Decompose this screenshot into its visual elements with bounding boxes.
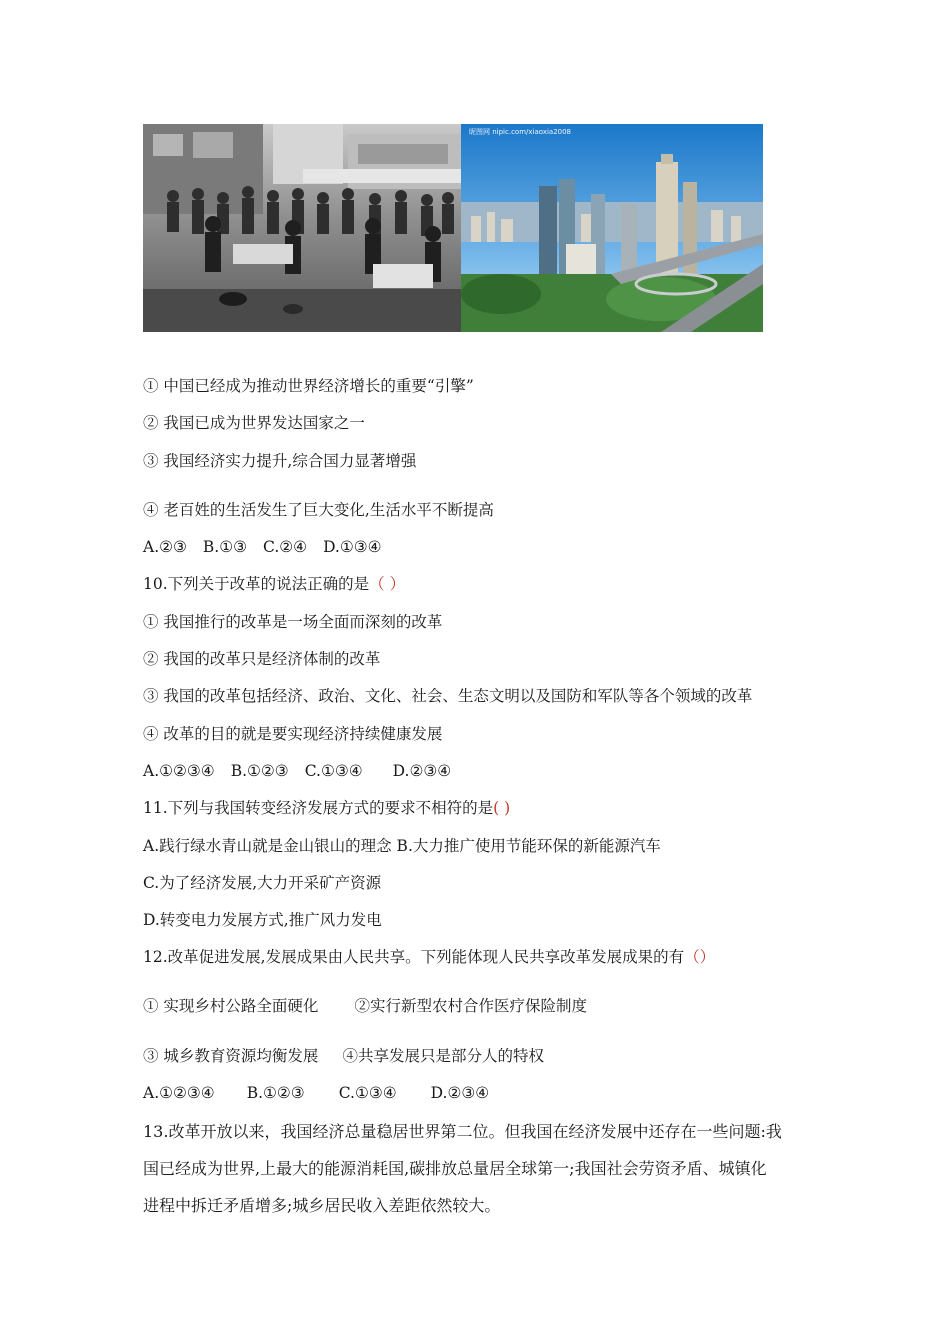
q10-option-3: ③ 我国的改革包括经济、政治、文化、社会、生态文明以及国防和军队等各个领域的改革: [143, 687, 753, 705]
q10-choice-d: D.②③④: [392, 762, 452, 780]
q12-stem-text: 12.改革促进发展,发展成果由人民共享。下列能体现人民共享改革发展成果的有: [143, 948, 685, 966]
q10-option-1: ① 我国推行的改革是一场全面而深刻的改革: [143, 613, 443, 631]
q9-option-4: ④ 老百姓的生活发生了巨大变化,生活水平不断提高: [143, 501, 494, 519]
q9-option-3: ③ 我国经济实力提升,综合国力显著增强: [143, 452, 417, 470]
q11-stem-text: 11.下列与我国转变经济发展方式的要求不相符的是: [143, 799, 494, 817]
q12-option-3: ③ 城乡教育资源均衡发展: [143, 1047, 319, 1065]
q9-choice-c: C.②④: [263, 538, 308, 556]
q12-option-4: ④共享发展只是部分人的特权: [342, 1047, 544, 1065]
q9-choice-d: D.①③④: [323, 538, 382, 556]
q12-choices: [143, 1083, 489, 1103]
q12-option-1: ① 实现乡村公路全面硬化: [143, 997, 319, 1015]
q11-option-ab: A.践行绿水青山就是金山银山的理念 B.大力推广使用节能环保的新能源汽车: [143, 837, 661, 855]
q13-line-3: 进程中拆迁矛盾增多;城乡居民收入差距依然较大。: [143, 1196, 501, 1215]
q12-choice-d: D.②③④: [430, 1084, 490, 1102]
q10-choices: [143, 761, 451, 781]
q9-choice-a: A.②③: [143, 538, 187, 556]
q9-option-1: ① 中国已经成为推动世界经济增长的重要“引擎”: [143, 377, 474, 395]
q9-option-2: ② 我国已成为世界发达国家之一: [143, 414, 365, 432]
photo-watermark: 昵图网 nipic.com/xiaoxia2008: [469, 128, 572, 136]
q12-choice-c: C.①③④: [338, 1084, 397, 1102]
q12-answer-paren: （）: [684, 948, 716, 966]
q10-stem-text: 10.下列关于改革的说法正确的是: [143, 575, 370, 593]
q12-choice-b: B.①②③: [246, 1084, 305, 1102]
q9-choices: [143, 537, 382, 557]
q11-answer-paren: ( ): [493, 799, 511, 817]
q10-option-2: ② 我国的改革只是经济体制的改革: [143, 650, 381, 668]
comparison-photos: [143, 124, 763, 332]
q10-stem: [143, 574, 405, 594]
q9-choice-b: B.①③: [202, 538, 248, 556]
q10-choice-a: A.①②③④: [143, 762, 215, 780]
q12-choice-a: A.①②③④: [143, 1084, 215, 1102]
q13-line-1: 13.改革开放以来，我国经济总量稳居世界第二位。但我国在经济发展中还存在一些问题:我: [143, 1122, 782, 1141]
q10-choice-b: B.①②③: [230, 762, 289, 780]
q11-option-d: D.转变电力发展方式,推广风力发电: [143, 911, 382, 929]
q10-answer-paren: （ ）: [369, 575, 406, 593]
q12-options-row-2: [143, 1046, 544, 1066]
q10-option-4: ④ 改革的目的就是要实现经济持续健康发展: [143, 725, 443, 743]
q11-option-c: C.为了经济发展,大力开采矿产资源: [143, 874, 382, 892]
q13-line-2: 国已经成为世界,上最大的能源消耗国,碳排放总量居全球第一;我国社会劳资矛盾、城镇化: [143, 1159, 767, 1178]
q10-choice-c: C.①③④: [304, 762, 363, 780]
q12-stem: [143, 947, 715, 967]
modern-city-skyline-photo: [461, 124, 763, 332]
q12-option-2: ②实行新型农村合作医疗保险制度: [354, 997, 587, 1015]
q11-stem: [143, 798, 510, 818]
old-street-market-photo: [143, 124, 461, 332]
q12-options-row-1: [143, 996, 587, 1016]
